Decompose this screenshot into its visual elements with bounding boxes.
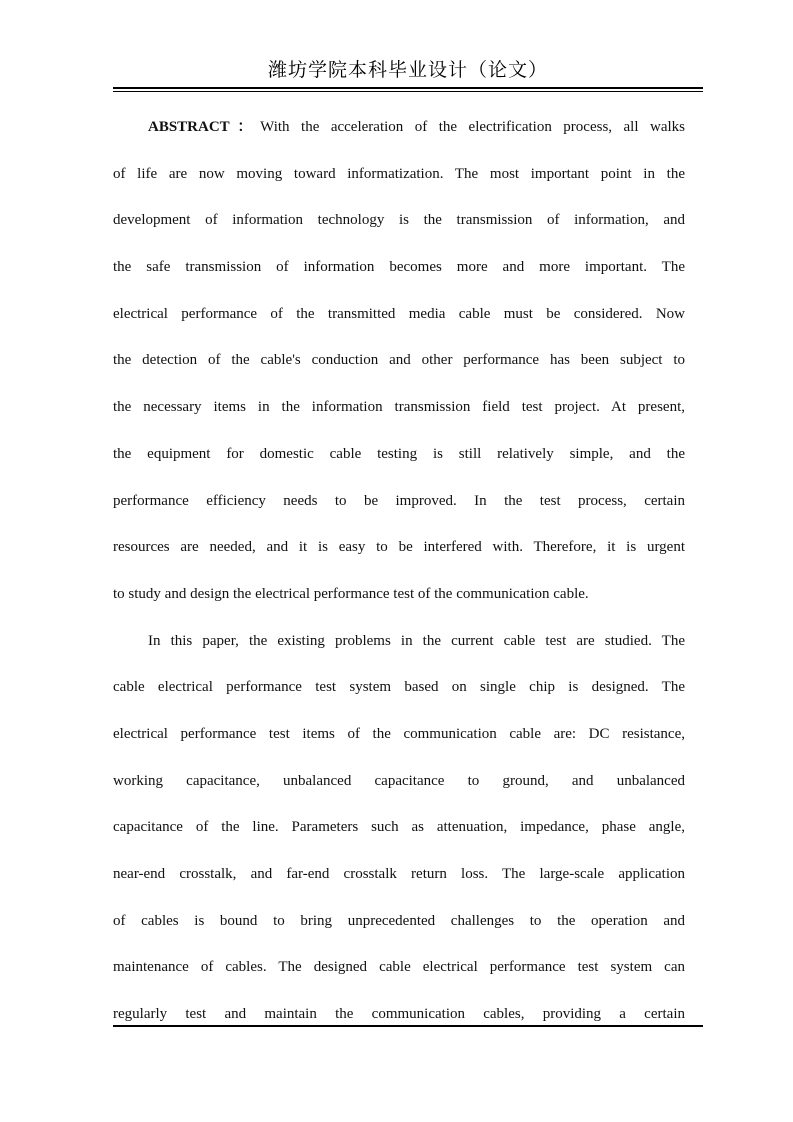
abstract-line: In this paper, the existing problems in the current cable test are studied. The (148, 632, 685, 649)
abstract-line: working capacitance, unbalanced capacitance to ground, and unbalanced (113, 772, 685, 789)
abstract-line: development of information technology is the transmission of information, and (113, 212, 685, 229)
abstract-line: electrical performance test items of the communication cable are: DC resistance, (113, 725, 685, 742)
abstract-line: electrical performance of the transmitted media cable must be considered. Now (113, 305, 685, 322)
page-header-title: 潍坊学院本科毕业设计（论文） (267, 59, 548, 81)
abstract-line: capacitance of the line. Parameters such as attenuation, impedance, phase angle, (113, 819, 685, 836)
header-rule-thin (113, 91, 703, 92)
abstract-line: maintenance of cables. The designed cable electrical performance test system can (113, 959, 685, 976)
footer-rule (113, 1025, 703, 1027)
abstract-line: to study and design the electrical performance test of the communication cable. (113, 585, 589, 602)
abstract-line: the necessary items in the information transmission field test project. At present, (113, 399, 685, 416)
abstract-line: of cables is bound to bring unprecedented challenges to the operation and (113, 912, 685, 929)
abstract-line: resources are needed, and it is easy to be interfered with. Therefore, it is urgent (113, 539, 685, 556)
abstract-line: near-end crosstalk, and far-end crosstalk return loss. The large-scale application (113, 866, 685, 882)
abstract-body (113, 104, 685, 1038)
abstract-line (113, 104, 685, 151)
abstract-line: of life are now moving toward informatization. The most important point in the (113, 165, 685, 182)
header-rule-thick (113, 87, 703, 89)
abstract-line: regularly test and maintain the communication cables, providing a certain (113, 1006, 685, 1023)
abstract-line: the safe transmission of information becomes more and more important. The (113, 259, 685, 276)
abstract-line: the detection of the cable's conduction and other performance has been subject to (113, 352, 685, 369)
abstract-line-text: With the acceleration of the electrification process, all walks (260, 119, 685, 135)
abstract-line: cable electrical performance test system based on single chip is designed. The (113, 679, 685, 696)
abstract-label: ABSTRACT： (148, 119, 261, 135)
abstract-line: performance efficiency needs to be improved. In the test process, certain (113, 492, 685, 509)
abstract-line: the equipment for domestic cable testing is still relatively simple, and the (113, 445, 685, 462)
